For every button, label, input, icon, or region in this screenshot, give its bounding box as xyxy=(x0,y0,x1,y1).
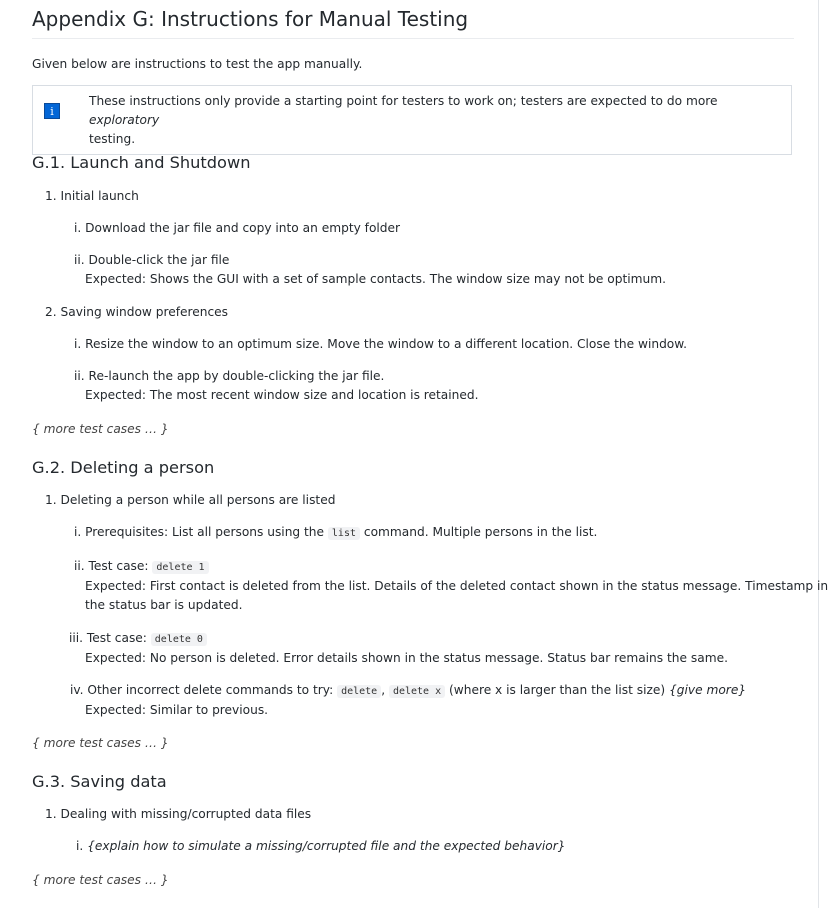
expected-text: Expected: Similar to previous. xyxy=(85,703,269,717)
list-item-deleting-person: 1. Deleting a person while all persons are listed xyxy=(45,493,336,507)
separator: , xyxy=(381,683,386,697)
document-content xyxy=(32,0,828,887)
sub-item-explain-simulation xyxy=(76,837,566,856)
info-icon: i xyxy=(44,103,60,119)
sub-item-test-case-delete-1 xyxy=(74,557,209,577)
sub-item-download-jar: i. Download the jar file and copy into an empty folder xyxy=(74,221,401,235)
sub-item-relaunch: ii. Re-launch the app by double-clicking the jar file. xyxy=(74,369,385,383)
section-heading-g3: G.3. Saving data xyxy=(32,772,167,791)
list-item-initial-launch: 1. Initial launch xyxy=(45,189,139,203)
more-test-cases: { more test cases … } xyxy=(32,873,169,887)
placeholder-emphasis: {explain how to simulate a missing/corrupted file and the expected behavior} xyxy=(87,839,566,853)
sub-item-text: command. Multiple persons in the list. xyxy=(363,525,598,539)
sub-item-resize-window: i. Resize the window to an optimum size. Move the window to a different location. Close the window. xyxy=(74,337,687,351)
section-heading-g2: G.2. Deleting a person xyxy=(32,458,215,477)
note-text-end: testing. xyxy=(89,132,136,146)
code-delete-1: delete 1 xyxy=(152,561,208,574)
expected-text: Expected: No person is deleted. Error details shown in the status message. Status bar remains the same. xyxy=(85,651,728,665)
code-delete: delete xyxy=(337,685,381,698)
intro-paragraph: Given below are instructions to test the app manually. xyxy=(32,57,363,71)
expected-text: Expected: First contact is deleted from the list. Details of the deleted contact shown in the status message. Timestamp in xyxy=(85,579,828,593)
expected-text: Expected: The most recent window size and location is retained. xyxy=(85,388,479,402)
sub-item-prerequisites xyxy=(74,523,597,543)
section-heading-g1: G.1. Launch and Shutdown xyxy=(32,153,251,172)
sub-item-text: (where x is larger than the list size) xyxy=(449,683,666,697)
page-title: Appendix G: Instructions for Manual Testing xyxy=(32,0,794,39)
sub-item-text: iv. Other incorrect delete commands to try: xyxy=(70,683,334,697)
sub-item-other-delete-commands xyxy=(70,681,746,701)
more-test-cases: { more test cases … } xyxy=(32,422,169,436)
placeholder-emphasis: {give more} xyxy=(669,683,747,697)
sub-item-text: iii. Test case: xyxy=(69,631,147,645)
code-list: list xyxy=(328,527,360,540)
sub-item-text: i. Prerequisites: List all persons using the xyxy=(74,525,325,539)
sub-item-text: i. xyxy=(76,839,84,853)
sub-item-double-click: ii. Double-click the jar file xyxy=(74,253,230,267)
note-emphasis: exploratory xyxy=(89,113,160,127)
sub-item-text: ii. Test case: xyxy=(74,559,149,573)
expected-text: the status bar is updated. xyxy=(85,598,243,612)
code-delete-x: delete x xyxy=(389,685,445,698)
more-test-cases: { more test cases … } xyxy=(32,736,169,750)
note-box xyxy=(32,85,792,155)
expected-text: Expected: Shows the GUI with a set of sample contacts. The window size may not be optimum. xyxy=(85,272,666,286)
note-text: These instructions only provide a starting point for testers to work on; testers are expected to do more xyxy=(89,94,718,108)
list-item-saving-window-prefs: 2. Saving window preferences xyxy=(45,305,229,319)
code-delete-0: delete 0 xyxy=(151,633,207,646)
sub-item-test-case-delete-0 xyxy=(69,629,207,649)
list-item-missing-data-files: 1. Dealing with missing/corrupted data files xyxy=(45,807,312,821)
